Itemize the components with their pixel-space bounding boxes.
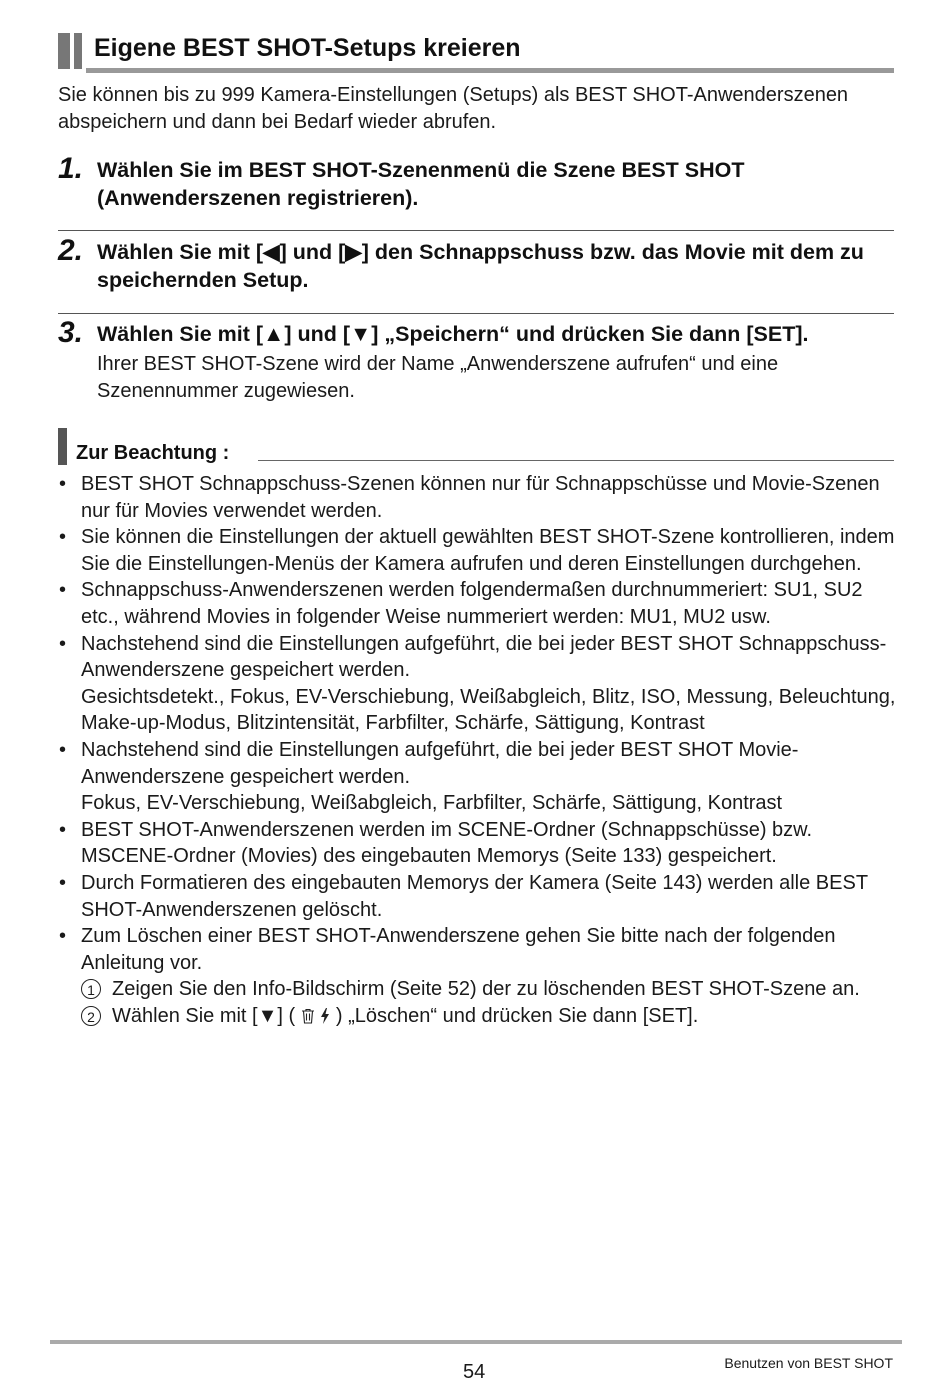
footer-section-title: Benutzen von BEST SHOT	[724, 1355, 893, 1371]
heading-marker	[74, 33, 82, 69]
list-item	[58, 923, 898, 1029]
list-item-text: Zum Löschen einer BEST SHOT-Anwenderszene gehen Sie bitte nach der folgenden Anleitung vor.	[81, 925, 836, 974]
footer-rule	[50, 1340, 902, 1344]
list-item-text: BEST SHOT-Anwenderszenen werden im SCENE-Ordner (Schnappschüsse) bzw. MSCENE-Ordner (Movies) des eingebauten Memorys (Seite 133) gespeichert.	[81, 818, 813, 868]
section-title: Eigene BEST SHOT-Setups kreieren	[94, 34, 521, 62]
list-item	[58, 631, 898, 737]
step-text: Wählen Sie mit [◀] und [▶] den Schnappschuss bzw. das Movie mit dem zu speichernden Setup.	[97, 240, 864, 292]
note-marker	[58, 428, 67, 465]
list-item	[58, 870, 898, 923]
step-detail: Ihrer BEST SHOT-Szene wird der Name „Anwenderszene aufrufen“ und eine Szenennummer zugewiesen.	[97, 353, 779, 402]
circled-number-2: 2	[81, 1006, 101, 1026]
heading-marker	[58, 33, 70, 69]
bullet-marker: •	[59, 473, 67, 495]
list-item	[58, 471, 898, 524]
heading-rule	[86, 68, 894, 73]
section-heading	[58, 33, 894, 73]
list-item	[58, 577, 898, 630]
bullet-marker: •	[59, 738, 67, 761]
bullet-marker: •	[59, 579, 67, 602]
list-item-text: Schnappschuss-Anwenderszenen werden folgendermaßen durchnummeriert: SU1, SU2 etc., während Movies in folgender Weise nummeriert werden: MU1, MU2 usw.	[81, 579, 863, 628]
bullet-marker: •	[59, 871, 67, 894]
delete-step-text-after: ) „Löschen“ und drücken Sie dann [SET].	[335, 1004, 699, 1027]
list-item-text: Durch Formatieren des eingebauten Memorys der Kamera (Seite 143) werden alle BEST SHOT-Anwenderszenen gelöscht.	[81, 871, 868, 921]
step-text: Wählen Sie mit [▲] und [▼] „Speichern“ und drücken Sie dann [SET].	[97, 322, 809, 346]
bullet-marker: •	[59, 632, 67, 655]
note-rule	[258, 460, 894, 461]
delete-step-text-before: Wählen Sie mit [▼] (	[112, 1004, 296, 1027]
note-header	[58, 426, 894, 466]
note-list	[58, 471, 898, 1029]
note-label: Zur Beachtung :	[76, 442, 230, 464]
delete-step-2	[81, 1003, 898, 1030]
list-item	[58, 817, 898, 870]
photo-settings-list: Gesichtsdetekt., Fokus, EV-Verschiebung, Weißabgleich, Blitz, ISO, Messung, Beleuchtung, Make-up-Modus, Blitzintensität, Farbfilter, Schärfe, Sättigung, Kontrast	[81, 685, 896, 735]
step-divider	[58, 230, 894, 231]
step-divider	[58, 313, 894, 314]
movie-settings-list: Fokus, EV-Verschiebung, Weißabgleich, Farbfilter, Schärfe, Sättigung, Kontrast	[81, 792, 783, 815]
bullet-marker: •	[59, 526, 67, 549]
circled-number-1: 1	[81, 979, 101, 999]
trash-icon	[301, 1008, 315, 1024]
step-number: 2.	[58, 234, 84, 267]
bullet-marker: •	[59, 925, 67, 948]
step-text: Wählen Sie im BEST SHOT-Szenenmenü die Szene BEST SHOT (Anwenderszenen registrieren).	[97, 158, 745, 210]
delete-step-1	[81, 976, 898, 1003]
list-item	[58, 524, 898, 577]
list-item-text: BEST SHOT Schnappschuss-Szenen können nur für Schnappschüsse und Movie-Szenen nur für Movies verwendet werden.	[81, 473, 880, 522]
list-item-text: Sie können die Einstellungen der aktuell gewählten BEST SHOT-Szene kontrollieren, indem Sie die Einstellungen-Menüs der Kamera aufrufen und deren Einstellungen durchgehen.	[81, 526, 895, 575]
list-item-text: Nachstehend sind die Einstellungen aufgeführt, die bei jeder BEST SHOT Movie-Anwenderszene gespeichert werden.	[81, 738, 799, 788]
bullet-marker: •	[59, 818, 67, 841]
intro-paragraph: Sie können bis zu 999 Kamera-Einstellungen (Setups) als BEST SHOT-Anwenderszenen abspeichern und dann bei Bedarf wieder abrufen.	[58, 84, 849, 133]
step-number: 3.	[58, 316, 84, 349]
list-item	[58, 737, 898, 817]
list-item-text: Nachstehend sind die Einstellungen aufgeführt, die bei jeder BEST SHOT Schnappschuss-Anwenderszene gespeichert werden.	[81, 632, 887, 682]
flash-icon	[320, 1008, 330, 1024]
delete-step-text: Zeigen Sie den Info-Bildschirm (Seite 52) der zu löschenden BEST SHOT-Szene an.	[112, 978, 860, 1001]
page-number: 54	[463, 1361, 486, 1383]
step-number: 1.	[58, 152, 84, 185]
